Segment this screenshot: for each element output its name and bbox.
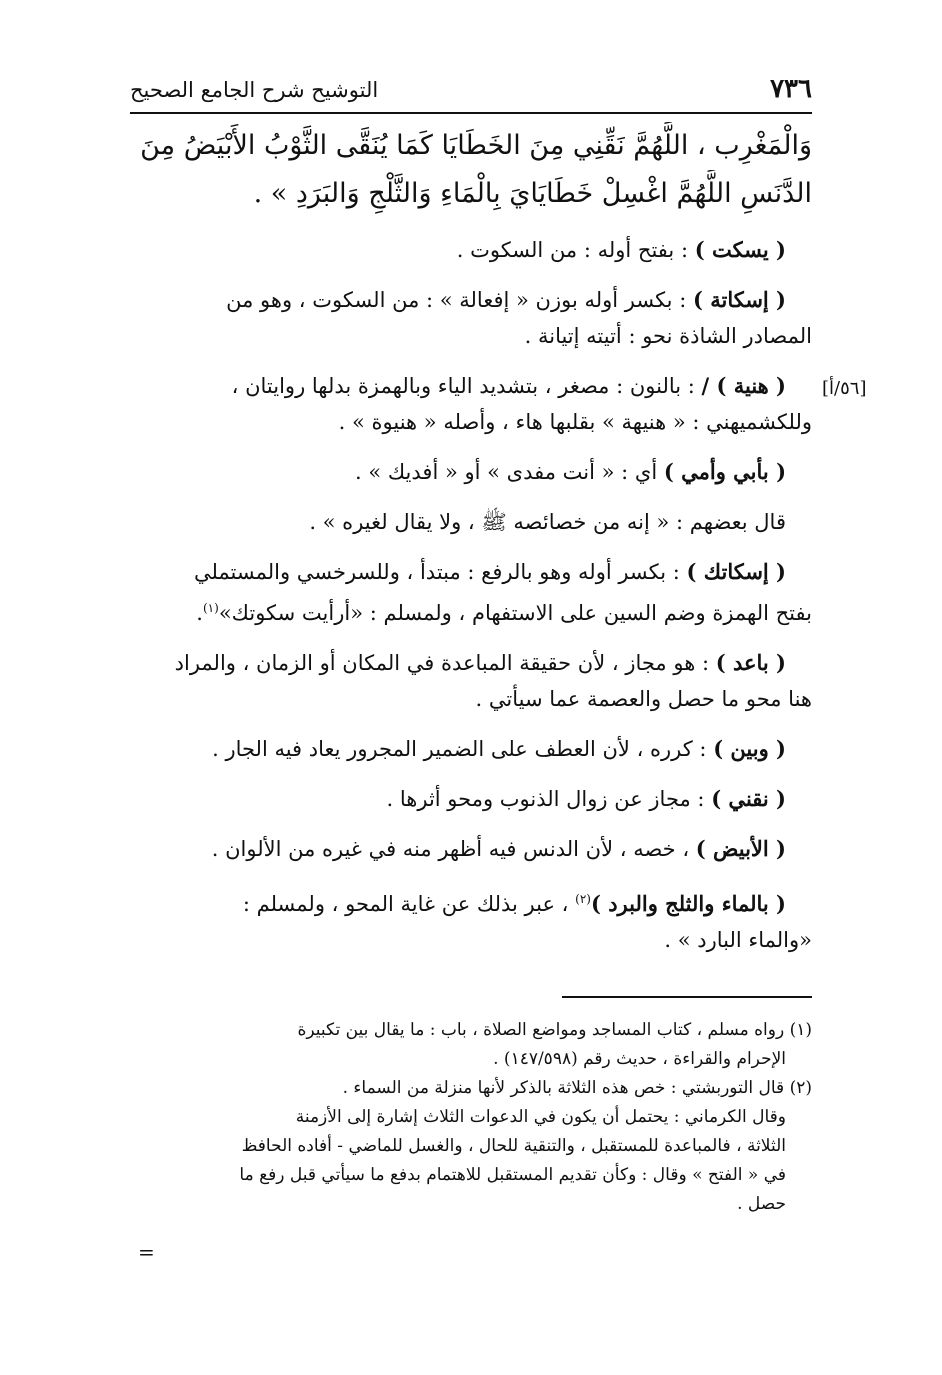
lemma: ( يسكت ) bbox=[694, 237, 786, 262]
footnote-1-line-1: (١) رواه مسلم ، كتاب المساجد ومواضع الصلاة ، باب : ما يقال بين تكبيرة bbox=[297, 1020, 812, 1040]
entry-text: : بفتح أوله : من السكوت . bbox=[456, 238, 695, 262]
lemma: ( هنية ) / bbox=[701, 373, 786, 398]
page-header bbox=[130, 70, 812, 114]
entry-iskatuk bbox=[130, 554, 812, 631]
entry-bil-ma bbox=[130, 881, 812, 958]
entry-text: : مجاز عن زوال الذنوب ومحو أثرها . bbox=[386, 787, 712, 811]
footnote-2-line-1: (٢) قال التوربشتي : خص هذه الثلاثة بالذكر لأنها منزلة من السماء . bbox=[342, 1078, 812, 1098]
main-text bbox=[130, 122, 812, 972]
entry-text-line: وللكشميهني : « هنيهة » بقلبها هاء ، وأصله « هنيوة » . bbox=[338, 410, 812, 434]
running-title: التوشيح شرح الجامع الصحيح bbox=[130, 78, 379, 102]
entry-text: : بكسر أوله وهو بالرفع : مبتدأ ، وللسرخسي والمستملي bbox=[193, 560, 687, 584]
entry-naqqini bbox=[130, 781, 812, 817]
hadith-line-2: الدَّنَسِ اللَّهُمَّ اغْسِلْ خَطَايَايَ بِالْمَاءِ وَالثَّلْجِ وَالبَرَدِ » . bbox=[253, 178, 812, 209]
footnote-1-line-2: الإحرام والقراءة ، حديث رقم (١٤٧/٥٩٨) . bbox=[493, 1049, 786, 1069]
entry-baid bbox=[130, 645, 812, 717]
footnote-2-line-2: وقال الكرماني : يحتمل أن يكون في الدعوات الثلاث إشارة إلى الأزمنة bbox=[295, 1107, 786, 1127]
lemma: ( إسكاتة ) bbox=[692, 287, 786, 312]
entry-text-end: . bbox=[196, 601, 203, 625]
lemma: ( إسكاتك ) bbox=[686, 559, 786, 584]
footnote-marker: (١) bbox=[202, 601, 219, 615]
entry-text: ، خصه ، لأن الدنس فيه أظهر منه في غيره من الألوان . bbox=[211, 837, 696, 861]
entry-text: : بكسر أوله بوزن « إفعالة » : من السكوت ، وهو من bbox=[226, 288, 693, 312]
continuation-mark: = bbox=[138, 1240, 155, 1264]
entry-text: ، عبر بذلك عن غاية المحو ، ولمسلم : bbox=[242, 892, 576, 916]
footnote-2-line-5: حصل . bbox=[737, 1194, 786, 1214]
entry-text-line: المصادر الشاذة نحو : أتيته إتيانة . bbox=[524, 324, 812, 348]
entry-iskata bbox=[130, 282, 812, 354]
entry-text: : بالنون : مصغر ، بتشديد الياء وبالهمزة بدلها روايتان ، bbox=[231, 374, 702, 398]
entry-al-abyad bbox=[130, 831, 812, 867]
entry-text: : هو مجاز ، لأن حقيقة المباعدة في المكان أو الزمان ، والمراد bbox=[174, 651, 716, 675]
entry-yaskut bbox=[130, 232, 812, 268]
entry-text: أي : « أنت مفدى » أو « أفديك » . bbox=[354, 460, 664, 484]
margin-folio-reference: [٥٦/أ] bbox=[822, 378, 867, 399]
lemma: ( نقني ) bbox=[711, 786, 786, 811]
footnote-separator bbox=[562, 996, 812, 998]
entry-text-line: قال بعضهم : « إنه من خصائصه ﷺ ، ولا يقال لغيره » . bbox=[309, 510, 786, 534]
lemma: ( بأبي وأمي ) bbox=[663, 459, 786, 484]
entry-hunayya bbox=[130, 368, 812, 440]
lemma: ( باعد ) bbox=[715, 650, 786, 675]
entry-text-line: «والماء البارد » . bbox=[664, 928, 812, 952]
lemma: ( بالماء والثلج والبرد ) bbox=[590, 891, 786, 916]
footnote-2-line-4: في « الفتح » وقال : وكأن تقديم المستقبل للاهتمام بدفع ما سيأتي قبل رفع ما bbox=[239, 1165, 786, 1185]
lemma: ( وبين ) bbox=[713, 736, 786, 761]
entry-wa-bayn bbox=[130, 731, 812, 767]
page-number: ٧٣٦ bbox=[770, 74, 812, 104]
footnotes bbox=[130, 1016, 812, 1219]
entry-text: بفتح الهمزة وضم السين على الاستفهام ، ولمسلم : «أرأيت سكوتك» bbox=[218, 601, 812, 625]
entry-bi-abi-wa-ummi bbox=[130, 454, 812, 490]
footnote-2-line-3: الثلاثة ، فالمباعدة للمستقبل ، والتنقية للحال ، والغسل للماضي - أفاده الحافظ bbox=[241, 1136, 786, 1156]
entry-qala-badhuhum bbox=[130, 504, 812, 540]
footnote-marker: (٢) bbox=[575, 892, 591, 906]
lemma: ( الأبيض ) bbox=[695, 836, 786, 861]
entry-text-line: هنا محو ما حصل والعصمة عما سيأتي . bbox=[475, 687, 812, 711]
entry-text: : كرره ، لأن العطف على الضمير المجرور يعاد فيه الجار . bbox=[212, 737, 714, 761]
hadith-quote bbox=[130, 122, 812, 218]
hadith-line-1: وَالْمَغْرِب ، اللَّهُمَّ نَقِّنِي مِنَ الخَطَايَا كَمَا يُنَقَّى الثَّوْبُ الأَبْيَضُ مِنَ bbox=[140, 130, 812, 161]
